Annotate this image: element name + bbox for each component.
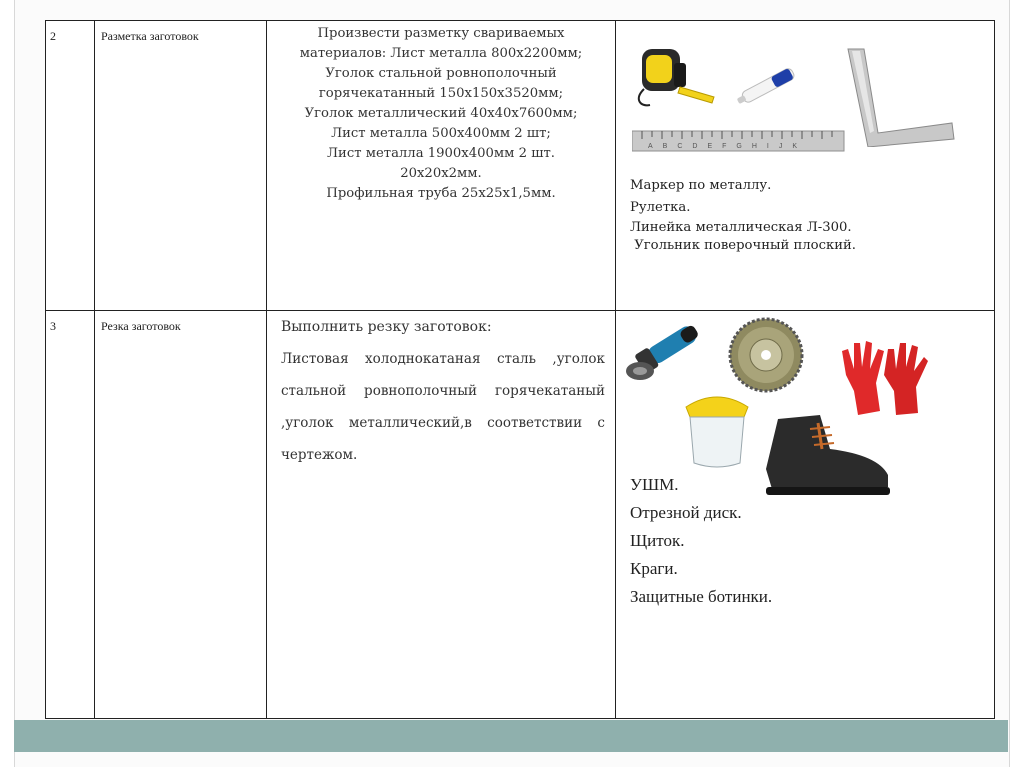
list-item: УШМ. (630, 475, 679, 494)
marker-image (734, 57, 804, 113)
operation-name: Разметка заготовок (95, 21, 267, 311)
list-item: Защитные ботинки. (630, 587, 773, 606)
operation-description: Произвести разметку свариваемых материалов: Лист металла 800х2200мм; Уголок стальной ровнополочный горячекатанный 150х150х3520мм; Уголок металлический 40х40х7600мм; Лист металла 500х400мм 2 шт; Лист металла 1900х400мм 2 шт. 20х20х2мм. Профильная труба 25х25х1,5мм. (267, 21, 616, 311)
face-shield-image (680, 389, 754, 471)
list-item: Рулетка. (630, 200, 691, 215)
list-item: Краги. (630, 559, 678, 578)
list-item: Угольник поверочный плоский. (630, 238, 856, 253)
ruler-marks: ABCDEFGHIJK (648, 143, 808, 150)
tools-cell (616, 21, 995, 311)
tape-measure-image (634, 41, 718, 111)
ruler-image (632, 129, 846, 153)
row-number: 2 (46, 21, 95, 311)
list-item: Линейка металлическая Л-300. (630, 220, 852, 235)
list-item: Отрезной диск. (630, 503, 742, 522)
square-image (844, 47, 956, 147)
cutting-disc-image (728, 317, 804, 393)
tools-cell (616, 311, 995, 719)
row-number: 3 (46, 311, 95, 719)
tools-list (630, 471, 772, 611)
description-heading: Выполнить резку заготовок: (281, 319, 492, 335)
work-table (45, 20, 995, 719)
operation-description (267, 311, 616, 719)
table-row (46, 21, 995, 311)
operation-name: Резка заготовок (95, 311, 267, 719)
gloves-image (836, 335, 932, 417)
tools-list (630, 175, 856, 255)
description-body: Листовая холоднокатаная сталь ,уголок стальной ровнополочный горячекатаный ,уголок металлический,в соответствии с чертежом. (281, 351, 605, 463)
footer-bar (14, 720, 1008, 752)
grinder-image (622, 319, 708, 389)
safety-boot-image (758, 409, 896, 499)
list-item: Щиток. (630, 531, 685, 550)
list-item: Маркер по металлу. (630, 178, 772, 193)
table-row (46, 311, 995, 719)
